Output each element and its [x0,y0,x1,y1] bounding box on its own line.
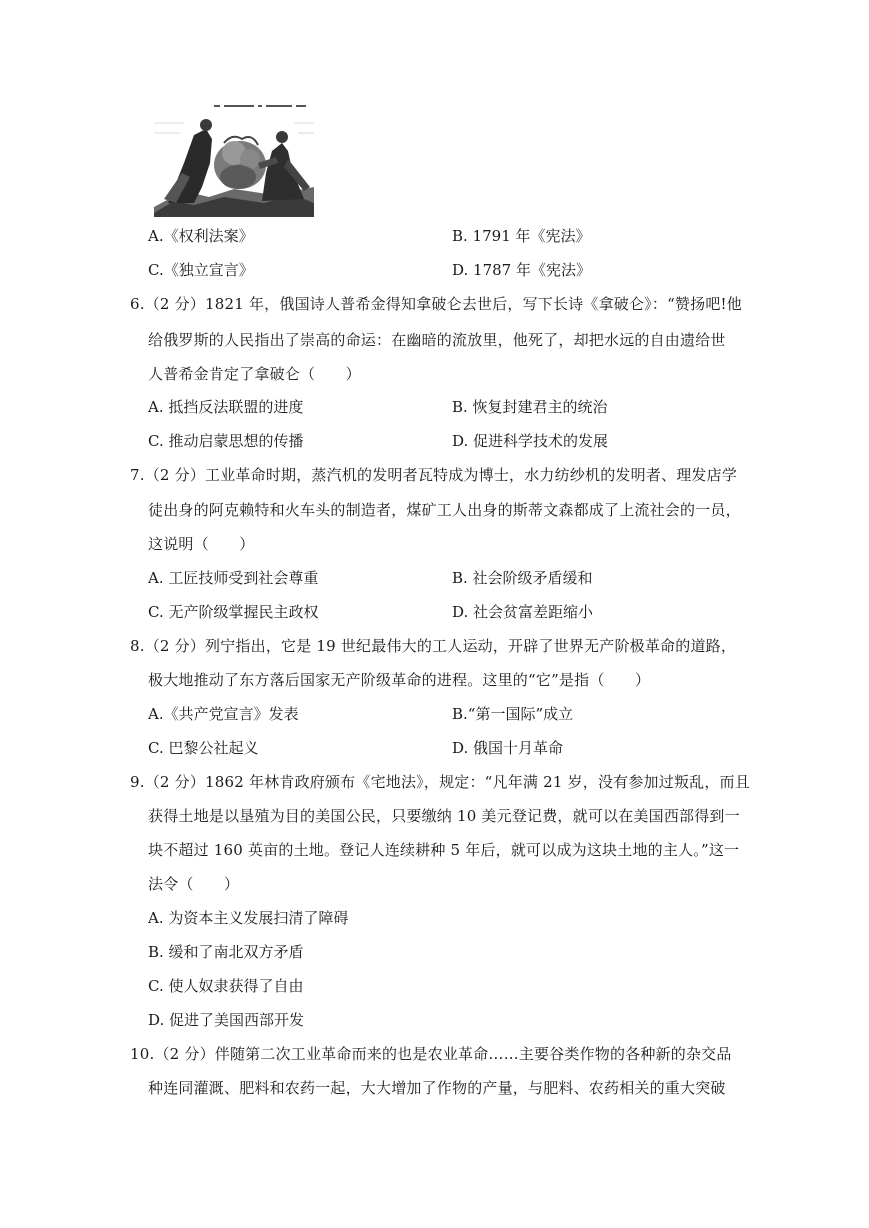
q8-option-a[interactable]: A.《共产党宣言》发表 [148,705,299,723]
q9-question-line-2: 获得土地是以垦殖为目的美国公民，只要缴纳 10 美元登记费，就可以在美国西部得到一 [148,807,740,825]
q9-question-line-3: 块不超过 160 英亩的土地。登记人连续耕种 5 年后，就可以成为这块土地的主人。”这一 [148,841,740,859]
q9-question-line-1: 9.（2 分）1862 年林肯政府颁布《宅地法》，规定：“凡年满 21 岁，没有参加过叛乱，而且 [130,773,750,791]
q7-question-line-3: 这说明（ ） [148,535,255,553]
q7-question-line-1: 7.（2 分）工业革命时期，蒸汽机的发明者瓦特成为博士，水力纺纱机的发明者、理发店学 [130,466,738,484]
q8-question-line-2: 极大地推动了东方落后国家无产阶级革命的进程。这里的“它”是指（ ） [148,671,651,689]
q8-option-c[interactable]: C. 巴黎公社起义 [148,739,259,757]
q7-option-b[interactable]: B. 社会阶级矛盾缓和 [452,569,593,587]
q9-option-d[interactable]: D. 促进了美国西部开发 [148,1011,305,1029]
q8-question-line-1: 8.（2 分）列宁指出，它是 19 世纪最伟大的工人运动，开辟了世界无产阶极革命的道路， [130,637,737,655]
q6-option-b[interactable]: B. 恢复封建君主的统治 [452,398,608,416]
q10-question-line-1: 10.（2 分）伴随第二次工业革命而来的也是农业革命……主要谷类作物的各种新的杂交品 [130,1045,732,1063]
q5-option-d[interactable]: D. 1787 年《宪法》 [452,261,591,279]
q6-option-a[interactable]: A. 抵挡反法联盟的进度 [148,398,304,416]
q10-question-line-2: 种连同灌溉、肥料和农药一起，大大增加了作物的产量，与肥料、农药相关的重大突破 [148,1079,726,1097]
q5-option-a[interactable]: A.《权利法案》 [148,227,254,245]
q8-option-d[interactable]: D. 俄国十月革命 [452,739,564,757]
q8-option-b[interactable]: B.“第一国际”成立 [452,705,574,723]
q9-option-a[interactable]: A. 为资本主义发展扫清了障碍 [148,909,349,927]
q7-question-line-2: 徒出身的阿克赖特和火车头的制造者，煤矿工人出身的斯蒂文森都成了上流社会的一员， [148,501,741,519]
q9-option-c[interactable]: C. 使人奴隶获得了自由 [148,977,304,995]
q6-option-c[interactable]: C. 推动启蒙思想的传播 [148,432,304,450]
q6-option-d[interactable]: D. 促进科学技术的发展 [452,432,609,450]
q9-option-b[interactable]: B. 缓和了南北双方矛盾 [148,943,304,961]
q7-option-c[interactable]: C. 无产阶级掌握民主政权 [148,603,319,621]
q6-question-line-1: 6.（2 分）1821 年，俄国诗人普希金得知拿破仑去世后，写下长诗《拿破仑》：“赞扬吧!他 [130,295,742,313]
q6-question-line-2: 给俄罗斯的人民指出了崇高的命运：在幽暗的流放里，他死了，却把水远的自由遗给世 [148,331,726,349]
q5-option-c[interactable]: C.《独立宣言》 [148,261,254,279]
q5-option-b[interactable]: B. 1791 年《宪法》 [452,227,591,245]
q7-option-a[interactable]: A. 工匠技师受到社会尊重 [148,569,319,587]
q9-question-line-4: 法令（ ） [148,875,240,893]
q6-question-line-3: 人普希金肯定了拿破仑（ ） [148,365,361,383]
historical-engraving-image [154,103,314,217]
q7-option-d[interactable]: D. 社会贫富差距缩小 [452,603,594,621]
